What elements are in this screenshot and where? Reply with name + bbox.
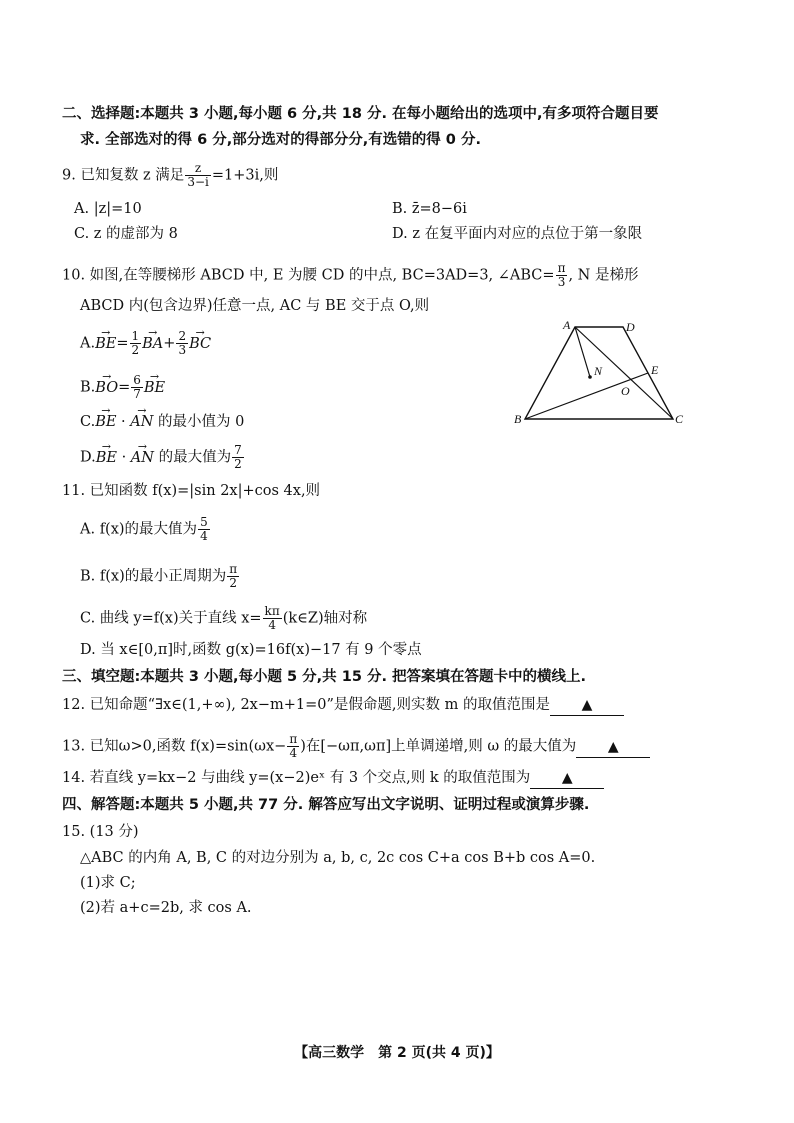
vec-an-2: → AN bbox=[131, 448, 154, 468]
q11-c-num: kπ bbox=[264, 604, 280, 618]
q14-stem bbox=[62, 768, 604, 789]
q11-b-den: 2 bbox=[229, 576, 237, 590]
q10-a-half bbox=[130, 330, 142, 357]
q13-frac-num: π bbox=[289, 732, 298, 746]
q15-part1: (1)求 C; bbox=[80, 875, 136, 891]
q10-option-d: D.→ BE · → AN 的最大值为 $\frac{7}{2}$ bbox=[80, 444, 245, 471]
label-d: D bbox=[626, 320, 635, 334]
q10-option-b: B.→ BO= $\frac{6}{7}$ → BE bbox=[80, 374, 165, 401]
q10-d-frac-num: 7 bbox=[234, 443, 242, 457]
q9-option-d: D. z 在复平面内对应的点位于第一象限 bbox=[392, 226, 643, 242]
label-e: E bbox=[651, 363, 659, 377]
q10-option-c: C.→ BE · → AN 的最小值为 0 bbox=[80, 412, 244, 432]
q9-option-a: A. |z|=10 bbox=[74, 201, 142, 217]
q11-option-d: D. 当 x∈[0,π]时,函数 g(x)=16f(x)−17 有 9 个零点 bbox=[80, 642, 422, 658]
q10-a-pre: A. bbox=[80, 335, 96, 352]
q9-stem-a: 9. 已知复数 z 满足 bbox=[62, 167, 185, 184]
q11-c-den: 4 bbox=[268, 618, 276, 632]
q14-answer-blank[interactable] bbox=[530, 768, 604, 789]
q12-answer-blank[interactable] bbox=[550, 695, 624, 716]
q11-option-a bbox=[80, 516, 211, 543]
vec-be: → BE bbox=[95, 334, 116, 354]
q11-a-den: 4 bbox=[200, 529, 208, 543]
q10-a-half-num: 1 bbox=[131, 329, 140, 343]
q11-b-frac bbox=[227, 563, 239, 590]
q11-stem: 11. 已知函数 f(x)=|sin 2x|+cos 4x,则 bbox=[62, 483, 321, 499]
q10-angle-num: π bbox=[557, 261, 566, 275]
vec-be-4: → BE bbox=[96, 448, 117, 468]
q10-c-pre: C. bbox=[80, 414, 96, 430]
q9-option-c: C. z 的虚部为 8 bbox=[74, 226, 178, 242]
q10-stem-2: ABCD 内(包含边界)任意一点, AC 与 BE 交于点 O,则 bbox=[80, 298, 430, 314]
q10-b-pre: B. bbox=[80, 379, 96, 396]
q12-mark-icon: ▲ bbox=[581, 697, 593, 713]
q11-a-num: 5 bbox=[200, 515, 208, 529]
q10-option-a: A.→ BE= $\frac{1}{2}$ → BA+ $\frac{2}{3}$ → BC bbox=[80, 330, 211, 357]
q15-stem: △ABC 的内角 A, B, C 的对边分别为 a, b, c, 2c cos C+a cos B+b cos A=0. bbox=[80, 850, 596, 866]
q10-angle-den: 3 bbox=[557, 275, 566, 289]
vec-be-3: → BE bbox=[95, 412, 116, 432]
section3-title: 三、填空题:本题共 3 小题,每小题 5 分,共 15 分. 把答案填在答题卡中的横线上. bbox=[62, 669, 587, 685]
q10-stem bbox=[62, 262, 638, 289]
q10-stem-a: 10. 如图,在等腰梯形 ABCD 中, E 为腰 CD 的中点, BC=3AD=3, ∠ABC= bbox=[62, 267, 555, 284]
section2-title-line2: 求. 全部选对的得 6 分,部分选对的得部分分,有选错的得 0 分. bbox=[80, 132, 481, 148]
q13-text-b: )在[−ωπ,ωπ]上单调递增,则 ω 的最大值为 bbox=[300, 738, 577, 755]
q9-fraction bbox=[185, 162, 211, 189]
q10-d-post: 的最大值为 bbox=[158, 449, 232, 466]
q11-c-post: (k∈Z)轴对称 bbox=[282, 610, 368, 627]
section2-title-line1: 二、选择题:本题共 3 小题,每小题 6 分,共 18 分. 在每小题给出的选项中,有多项符合题目要 bbox=[62, 106, 659, 122]
label-b: B bbox=[514, 412, 522, 426]
q11-c-frac bbox=[263, 605, 282, 632]
q10-stem-b: , N 是梯形 bbox=[568, 267, 639, 284]
q14-text: 14. 若直线 y=kx−2 与曲线 y=(x−2)eˣ 有 3 个交点,则 k 的取值范围为 bbox=[62, 770, 531, 786]
q15-part2: (2)若 a+c=2b, 求 cos A. bbox=[80, 900, 252, 916]
label-o: O bbox=[621, 384, 630, 398]
q10-a-half-den: 2 bbox=[131, 343, 140, 357]
q9-frac-num: z bbox=[185, 162, 211, 176]
q13-frac-den: 4 bbox=[289, 746, 298, 760]
label-c: C bbox=[675, 412, 684, 426]
q10-a-twothird bbox=[176, 330, 188, 357]
vec-an: → AN bbox=[130, 412, 153, 432]
point-n bbox=[588, 375, 592, 379]
page-footer: 【高三数学 第 2 页(共 4 页)】 bbox=[294, 1045, 500, 1061]
q13-text-a: 13. 已知ω>0,函数 f(x)=sin(ωx− bbox=[62, 738, 287, 755]
q11-b-pre: B. f(x)的最小正周期为 bbox=[80, 568, 227, 585]
q13-answer-blank[interactable] bbox=[576, 737, 650, 758]
q9-stem bbox=[62, 162, 278, 189]
q10-b-frac-den: 7 bbox=[133, 387, 141, 401]
label-a: A bbox=[563, 318, 571, 332]
q11-option-c bbox=[80, 605, 367, 632]
q13-frac bbox=[287, 733, 299, 760]
q10-a-twothird-den: 3 bbox=[178, 343, 187, 357]
q10-b-frac bbox=[131, 374, 143, 401]
vec-ba: → BA bbox=[142, 334, 163, 354]
q9-option-b: B. z̄=8−6i bbox=[392, 201, 467, 217]
q11-a-frac bbox=[198, 516, 210, 543]
q13-mark-icon: ▲ bbox=[607, 738, 619, 755]
label-n: N bbox=[594, 364, 603, 378]
q9-frac-den: 3−i bbox=[187, 175, 209, 189]
trapezoid-figure bbox=[505, 315, 695, 435]
q12-text: 12. 已知命题“∃x∈(1,+∞), 2x−m+1=0”是假命题,则实数 m 的取值范围是 bbox=[62, 697, 550, 713]
q10-c-post: 的最小值为 0 bbox=[158, 414, 245, 430]
q10-a-twothird-num: 2 bbox=[178, 329, 187, 343]
vec-bo: → BO bbox=[95, 378, 118, 398]
q11-c-pre: C. 曲线 y=f(x)关于直线 x= bbox=[80, 610, 262, 627]
q11-b-num: π bbox=[229, 562, 238, 576]
q10-angle-fraction bbox=[556, 262, 568, 289]
vec-bc: → BC bbox=[189, 334, 211, 354]
q13-stem bbox=[62, 733, 650, 760]
q12-stem bbox=[62, 695, 624, 716]
vec-be-2: → BE bbox=[144, 378, 165, 398]
section4-title: 四、解答题:本题共 5 小题,共 77 分. 解答应写出文字说明、证明过程或演算步骤. bbox=[62, 797, 590, 813]
q10-d-frac bbox=[232, 444, 244, 471]
q11-option-b bbox=[80, 563, 240, 590]
q11-a-pre: A. f(x)的最大值为 bbox=[80, 521, 198, 538]
q10-b-frac-num: 6 bbox=[133, 373, 141, 387]
q15-head: 15. (13 分) bbox=[62, 824, 139, 840]
q14-mark-icon: ▲ bbox=[561, 770, 573, 786]
q9-stem-b: =1+3i,则 bbox=[211, 167, 279, 184]
q10-d-pre: D. bbox=[80, 449, 96, 466]
q10-d-frac-den: 2 bbox=[234, 457, 242, 471]
